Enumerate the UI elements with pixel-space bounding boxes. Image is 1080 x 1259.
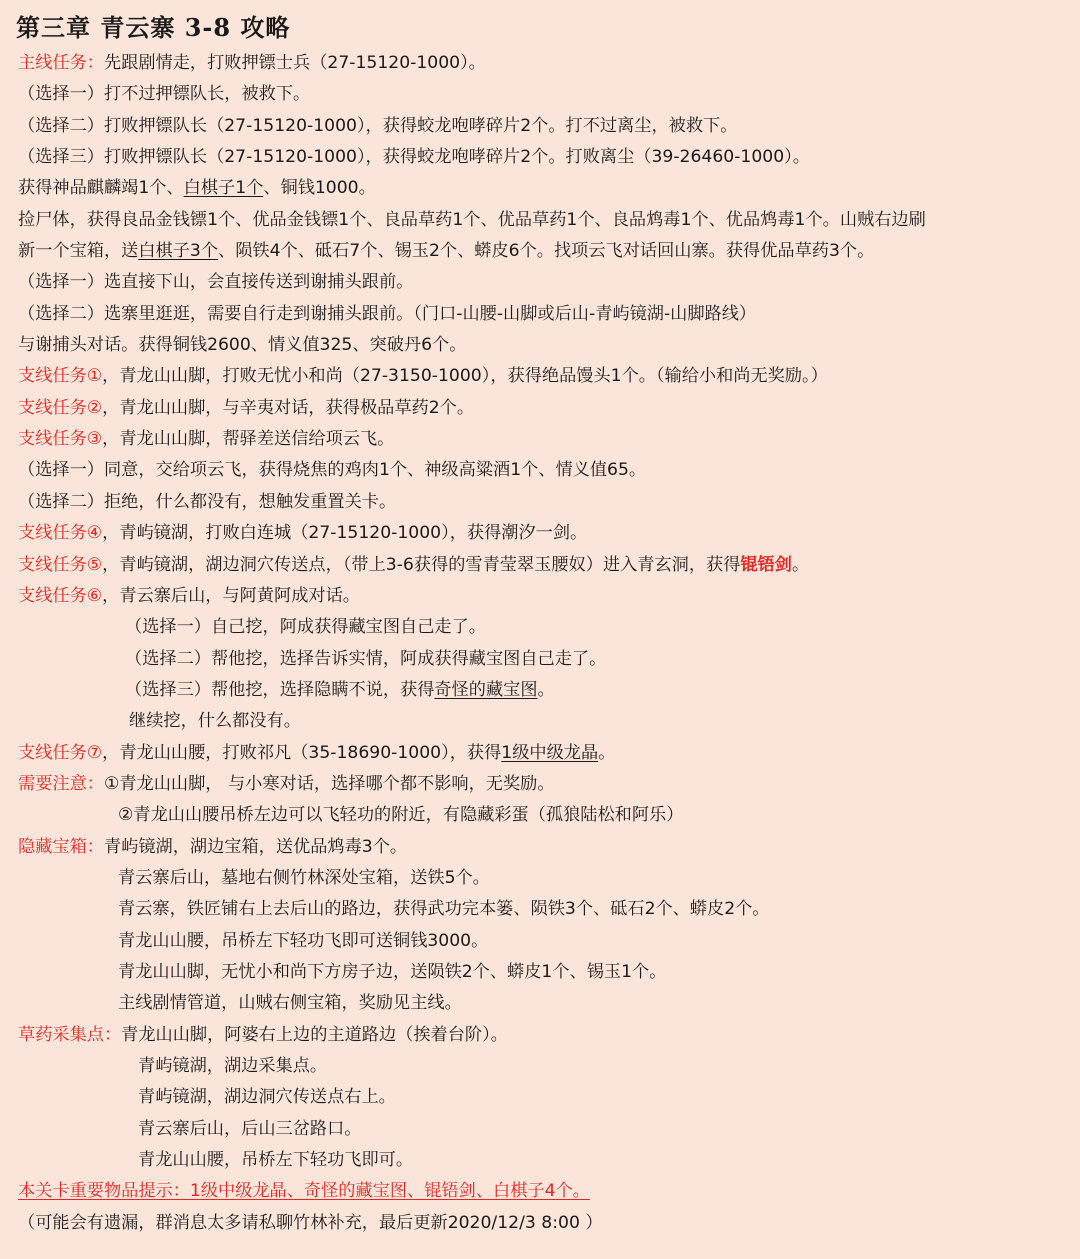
route-choice-1: （选择一）选直接下山，会直接传送到谢捕头跟前。 — [18, 272, 414, 293]
hidden-chest-item: 青云寨，铁匠铺右上去后山的路边，获得武功完本篓、陨铁3个、砥石2个、蟒皮2个。 — [118, 899, 770, 920]
main-reward-prefix: 获得神品麒麟竭1个、 — [18, 178, 184, 199]
side-quest-text: ，青龙山山脚，与辛夷对话，获得极品草药2个。 — [102, 397, 475, 418]
note-2: ②青龙山山腰吊桥左边可以飞轻功的附近，有隐藏彩蛋（孤狼陆松和阿乐） — [118, 805, 684, 826]
herbs-label: 草药采集点： — [18, 1024, 122, 1045]
side6-choice-1: （选择一）自己挖，阿成获得藏宝图自己走了。 — [125, 617, 486, 638]
herbs-line-1 — [18, 1020, 1080, 1051]
side-quest-2 — [18, 393, 1080, 424]
side6-choice-3 — [18, 675, 1080, 706]
loot-line-1: 捡尸体，获得良品金钱镖1个、优品金钱镖1个、良品草药1个、优品草药1个、良品鸩毒1个、优品鸩毒1个。山贼右边刷 — [18, 209, 926, 230]
side-quest-6 — [18, 581, 1080, 612]
side6-choice-4: 继续挖，什么都没有。 — [129, 711, 301, 732]
main-reward-suffix: 、铜钱1000。 — [263, 178, 376, 199]
main-quest-text: 先跟剧情走，打败押镖士兵（27-15120-1000）。 — [103, 53, 486, 73]
main-choice-1: （选择一）打不过押镖队长，被救下。 — [18, 84, 311, 105]
key-items-summary: 本关卡重要物品提示：1级中级龙晶、奇怪的藏宝图、锟铻剑、白棋子4个。 — [18, 1181, 590, 1202]
side-quest-text: ，青龙山山脚，打败无忧小和尚（27-3150-1000），获得绝品馒头1个。（输给小和尚无奖励。） — [102, 366, 828, 387]
dragon-crystal-link[interactable]: 1级中级龙晶 — [501, 742, 599, 763]
side-quest-text: ，青屿镜湖，湖边洞穴传送点，（带上3-6获得的雪青莹翠玉腰奴）进入青玄洞，获得 — [102, 554, 741, 575]
herb-item: 青屿镜湖，湖边采集点。 — [138, 1056, 328, 1076]
herb-item: 青屿镜湖，湖边洞穴传送点右上。 — [138, 1087, 396, 1108]
side-quest-text: ，青云寨后山，与阿黄阿成对话。 — [102, 585, 360, 606]
hidden-chest-item: 主线剧情管道，山贼右侧宝箱，奖励见主线。 — [118, 993, 462, 1014]
page-title: 第三章 青云寨 3-8 攻略 — [16, 13, 291, 42]
side-quest-5 — [18, 550, 1080, 581]
herb-item: 青云寨后山，后山三岔路口。 — [138, 1118, 362, 1139]
route-choice-2: （选择二）选寨里逛逛，需要自行走到谢捕头跟前。（门口-山腰-山脚或后山-青屿镜湖-山脚路线） — [18, 303, 757, 324]
hidden-chests-line-1 — [18, 832, 1080, 863]
white-chess-1-link[interactable]: 白棋子1个 — [183, 178, 264, 199]
side-quest-label: 支线任务⑦ — [18, 742, 103, 763]
side-quest-end: 。 — [791, 554, 810, 575]
side-quest-label: 支线任务③ — [18, 429, 103, 450]
treasure-map-link[interactable]: 奇怪的藏宝图 — [434, 679, 538, 700]
footer-note: （可能会有遗漏，群消息太多请私聊竹林补充，最后更新2020/12/3 8:00 ） — [18, 1212, 603, 1233]
notes-line-1 — [18, 769, 1080, 800]
side6-choice-2: （选择二）帮他挖，选择告诉实情，阿成获得藏宝图自己走了。 — [125, 648, 607, 669]
key-items-line — [18, 1176, 1080, 1207]
hidden-chests-label: 隐藏宝箱： — [18, 836, 104, 857]
side6-choice-3-suffix: 。 — [537, 679, 555, 700]
white-chess-3-link[interactable]: 白棋子3个 — [138, 241, 219, 262]
loot-line-2-prefix: 新一个宝箱，送 — [18, 241, 139, 262]
herb-item: 青龙山山腰，吊桥左下轻功飞即可。 — [138, 1150, 414, 1171]
hidden-chest-item: 青屿镜湖，湖边宝箱，送优品鸩毒3个。 — [103, 836, 408, 857]
side-quest-1 — [18, 361, 1080, 392]
side-quest-label: 支线任务⑥ — [18, 585, 103, 606]
main-choice-2: （选择二）打败押镖队长（27-15120-1000），获得蛟龙咆哮碎片2个。打不过离尘，被救下。 — [18, 115, 738, 136]
hidden-chest-item: 青龙山山腰，吊桥左下轻功飞即可送铜钱3000。 — [118, 930, 489, 951]
kunwu-sword-highlight: 锟铻剑 — [740, 554, 792, 575]
note-1: ①青龙山山脚， 与小寒对话，选择哪个都不影响，无奖励。 — [103, 773, 555, 794]
loot-line-2-suffix: 、陨铁4个、砥石7个、锡玉2个、蟒皮6个。找项云飞对话回山寨。获得优品草药3个。 — [218, 241, 875, 262]
main-quest-line — [18, 48, 1080, 79]
loot-line-2 — [18, 236, 1080, 267]
hidden-chest-item: 青云寨后山，墓地右侧竹林深处宝箱，送铁5个。 — [118, 867, 490, 888]
side3-choice-1: （选择一）同意，交给项云飞，获得烧焦的鸡肉1个、神级高粱酒1个、情义值65。 — [18, 460, 647, 481]
side-quest-label: 支线任务④ — [18, 523, 103, 544]
side-quest-text: ，青龙山山脚，帮驿差送信给项云飞。 — [102, 429, 395, 450]
side-quest-text: ，青龙山山腰，打败祁凡（35-18690-1000），获得 — [102, 742, 502, 763]
herb-item: 青龙山山脚，阿婆右上边的主道路边（挨着台阶）。 — [121, 1024, 508, 1045]
side3-choice-2: （选择二）拒绝，什么都没有，想触发重置关卡。 — [18, 491, 397, 512]
side-quest-7 — [18, 738, 1080, 769]
side-quest-text: ，青屿镜湖，打败白连城（27-15120-1000），获得潮汐一剑。 — [102, 523, 588, 544]
notes-label: 需要注意： — [18, 773, 104, 794]
main-choice-3: （选择三）打败押镖队长（27-15120-1000），获得蛟龙咆哮碎片2个。打败离尘（39-26460-1000）。 — [18, 147, 810, 168]
side-quest-label: 支线任务② — [18, 397, 103, 418]
side-quest-label: 支线任务⑤ — [18, 554, 103, 575]
side-quest-end: 。 — [598, 742, 616, 763]
main-reward-line — [18, 173, 1080, 204]
side-quest-3 — [18, 424, 1080, 455]
side6-choice-3-prefix: （选择三）帮他挖，选择隐瞒不说，获得 — [125, 679, 435, 700]
hidden-chest-item: 青龙山山脚，无忧小和尚下方房子边，送陨铁2个、蟒皮1个、锡玉1个。 — [118, 961, 667, 982]
side-quest-4 — [18, 518, 1080, 549]
main-quest-label: 主线任务： — [18, 53, 104, 73]
side-quest-label: 支线任务① — [18, 366, 103, 387]
main-quest-end: 与谢捕头对话。获得铜钱2600、情义值325、突破丹6个。 — [18, 335, 467, 356]
